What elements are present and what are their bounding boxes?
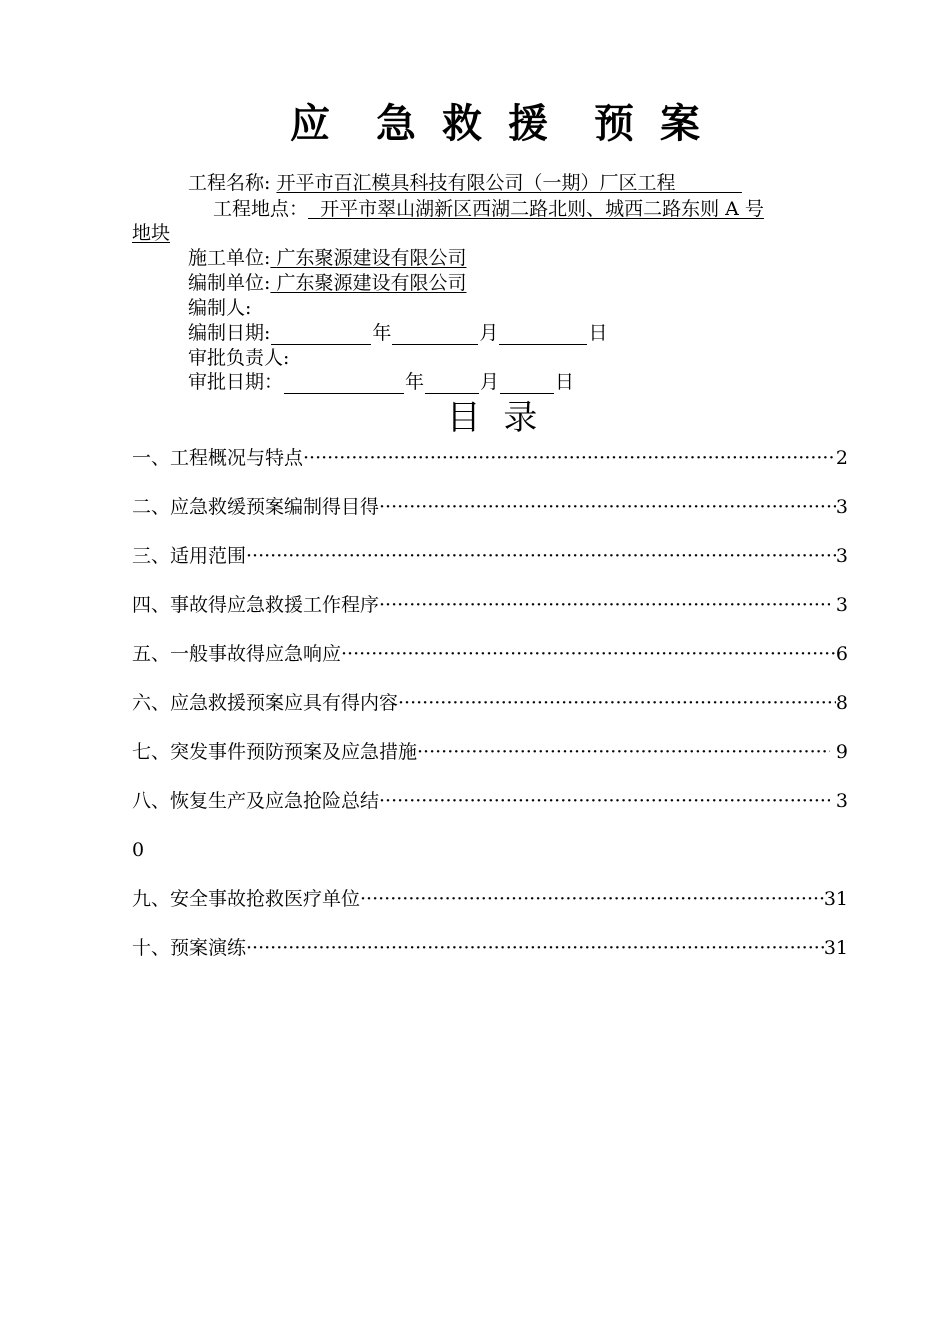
title-char: 应 xyxy=(290,101,330,147)
project-name-value: 开平市百汇模具科技有限公司（一期）厂区工程 xyxy=(276,172,676,194)
document-title xyxy=(0,98,950,150)
toc-entry-label: 十、预案演练 xyxy=(132,937,247,959)
toc-leader-dots xyxy=(379,495,836,519)
project-name-line xyxy=(188,171,742,195)
toc-entry[interactable] xyxy=(132,691,848,715)
approve-day-label: 日 xyxy=(555,371,575,393)
project-name-label: 工程名称: xyxy=(188,172,271,194)
compiler-unit-line xyxy=(188,271,466,295)
contractor-value: 广东聚源建设有限公司 xyxy=(276,247,467,269)
compile-date-label: 编制日期: xyxy=(188,322,271,344)
toc-leader-dots xyxy=(246,544,836,568)
toc-page-number: 6 xyxy=(835,643,848,665)
compile-date-line xyxy=(188,321,607,345)
compiler-unit-label: 编制单位: xyxy=(188,272,271,294)
approve-year-label: 年 xyxy=(405,371,425,393)
approve-month-label: 月 xyxy=(480,371,500,393)
toc-page-number: 2 xyxy=(835,447,848,469)
toc-leader-dots xyxy=(360,887,824,911)
toc-page-number: 8 xyxy=(835,692,848,714)
toc-entry[interactable] xyxy=(132,887,848,911)
toc-leader-dots xyxy=(417,740,830,764)
project-site-value-continued: 地块 xyxy=(132,222,171,244)
approver-line xyxy=(188,346,289,370)
toc-page-number: 31 xyxy=(823,888,848,910)
toc-entry-label: 四、事故得应急救援工作程序 xyxy=(132,594,380,616)
day-blank[interactable] xyxy=(499,324,587,345)
toc-page-number: 3 xyxy=(829,790,848,812)
toc-heading: 目 录 xyxy=(446,398,544,438)
toc-entry[interactable] xyxy=(132,446,848,470)
toc-entry-label: 一、工程概况与特点 xyxy=(132,447,304,469)
toc-leader-dots xyxy=(379,593,830,617)
approve-year-blank[interactable] xyxy=(284,373,404,394)
toc-leader-dots xyxy=(379,789,830,813)
toc-entry[interactable] xyxy=(132,495,848,519)
toc-leader-dots xyxy=(303,446,836,470)
toc-page-number: 31 xyxy=(823,937,848,959)
toc-entry-label: 二、应急救缓预案编制得目得 xyxy=(132,496,380,518)
contractor-line xyxy=(188,246,466,270)
toc-page-number: 3 xyxy=(835,496,848,518)
project-site-label: 工程地点： xyxy=(213,198,309,220)
title-char: 预 xyxy=(594,101,634,147)
approve-date-label: 审批日期： xyxy=(188,371,284,393)
toc-entry-label: 七、突发事件预防预案及应急措施 xyxy=(132,741,418,763)
toc-leader-dots xyxy=(398,691,836,715)
approve-date-line xyxy=(188,370,574,394)
toc-entry[interactable] xyxy=(132,740,848,764)
toc-entry-label: 八、恢复生产及应急抢险总结 xyxy=(132,790,380,812)
month-label: 月 xyxy=(479,322,499,344)
toc-page-number: 3 xyxy=(829,594,848,616)
month-blank[interactable] xyxy=(392,324,478,345)
day-label: 日 xyxy=(588,322,608,344)
project-site-value: 开平市翠山湖新区西湖二路北则、城西二路东则 A 号 xyxy=(320,198,764,220)
compiler-line xyxy=(188,296,251,320)
approve-day-blank[interactable] xyxy=(500,373,554,394)
toc-page-number: 3 xyxy=(835,545,848,567)
toc-entry-label: 三、适用范围 xyxy=(132,545,247,567)
approve-month-blank[interactable] xyxy=(425,373,479,394)
year-label: 年 xyxy=(372,322,392,344)
toc-entry-label: 六、应急救援预案应具有得内容 xyxy=(132,692,399,714)
toc-entry[interactable] xyxy=(132,642,848,666)
title-char: 援 xyxy=(508,101,548,147)
toc-leader-dots xyxy=(246,936,824,960)
toc-entry-label: 五、一般事故得应急响应 xyxy=(132,643,342,665)
title-char: 救 xyxy=(442,101,482,147)
toc-leader-dots xyxy=(341,642,836,666)
compiler-label: 编制人: xyxy=(188,297,252,319)
toc-entry-label: 九、安全事故抢救医疗单位 xyxy=(132,888,361,910)
approver-label: 审批负责人: xyxy=(188,347,290,369)
toc-page-number: 9 xyxy=(829,741,848,763)
toc-page-number-wrap: 0 xyxy=(132,839,145,861)
toc-entry[interactable] xyxy=(132,936,848,960)
toc-entry[interactable] xyxy=(132,593,848,617)
contractor-label: 施工单位: xyxy=(188,247,271,269)
compiler-unit-value: 广东聚源建设有限公司 xyxy=(276,272,467,294)
project-site-line xyxy=(213,197,764,221)
toc-entry[interactable] xyxy=(132,544,848,568)
project-site-line-wrap xyxy=(132,221,170,245)
toc-entry[interactable] xyxy=(132,789,848,813)
year-blank[interactable] xyxy=(271,324,371,345)
title-char: 急 xyxy=(376,101,416,147)
title-char: 案 xyxy=(660,101,700,147)
